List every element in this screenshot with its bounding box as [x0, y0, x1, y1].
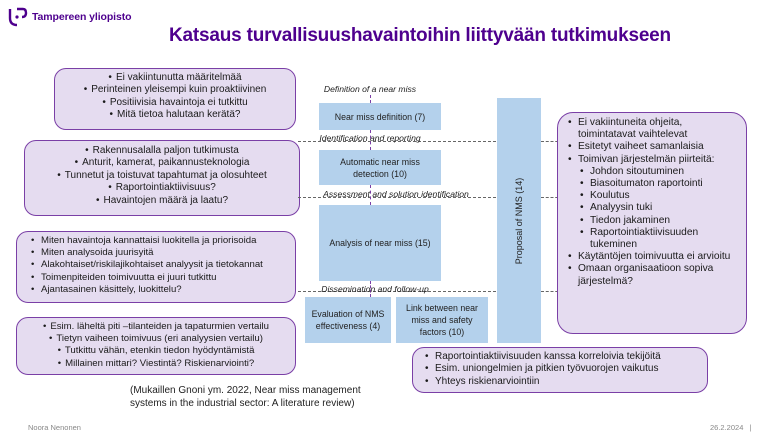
- stage-label-assessment: Assessment and solution identification: [323, 189, 469, 199]
- citation: (Mukaillen Gnoni ym. 2022, Near miss management systems in the industrial sector: A literature review): [130, 385, 361, 409]
- list-item: • Raportointiaktiivisuus?: [31, 182, 293, 194]
- list-item: • Positiivisia havaintoja ei tutkittu: [61, 97, 289, 109]
- logo-text: Tampereen yliopisto: [32, 11, 132, 23]
- list-item: • Esim. uniongelmien ja pitkien työvuorojen vaikutus: [425, 363, 699, 375]
- slide-title: Katsaus turvallisuushavaintoihin liittyvään tutkimukseen: [169, 25, 671, 46]
- near-miss-definition-box: Near miss definition (7): [319, 103, 441, 130]
- list-item: • Esitetyt vaiheet samanlaisia: [568, 141, 740, 153]
- list-item: • Alakohtaiset/riskilajikohtaiset analyysit ja tietokannat: [31, 259, 289, 271]
- list-item: • Mitä tietoa halutaan kerätä?: [61, 109, 289, 121]
- list-item: • Rakennusalalla paljon tutkimusta: [31, 145, 293, 157]
- nms-evaluation-box: Evaluation of NMS effectiveness (4): [305, 297, 391, 343]
- university-logo-icon: [6, 6, 28, 28]
- list-sub-item: • Tiedon jakaminen: [568, 215, 740, 227]
- list-item: • Ei vakiintunutta määritelmää: [61, 72, 289, 84]
- list-sub-item: • Biasoitumaton raportointi: [568, 178, 740, 190]
- stage-label-dissemination: Dissemination and follow-up: [321, 284, 429, 294]
- connector-line: [370, 95, 371, 103]
- footer-date-block: [710, 423, 751, 432]
- list-sub-item: • Johdon sitoutuminen: [568, 166, 740, 178]
- list-item: • Perinteinen yleisempi kuin proaktiivinen: [61, 84, 289, 96]
- list-item: • Havaintojen määrä ja laatu?: [31, 195, 293, 207]
- list-item: • Esim. läheltä piti –tilanteiden ja tapaturmien vertailu: [21, 321, 291, 333]
- automatic-detection-box: Automatic near miss detection (10): [319, 150, 441, 185]
- list-item: • Ei vakiintuneita ohjeita, toimintatavat vaihtelevat: [568, 117, 740, 141]
- list-item: • Tutkittu vähän, etenkin tiedon hyödyntämistä: [21, 345, 291, 357]
- left-box-identification: [24, 140, 300, 216]
- safety-factors-link-box: Link between near miss and safety factors (10): [396, 297, 488, 343]
- list-item: • Raportointiaktiivisuuden kanssa korreloivia tekijöitä: [425, 351, 699, 363]
- footer-author: Noora Nenonen: [28, 423, 81, 432]
- list-sub-item: • Raportointiaktiivisuuden tukeminen: [568, 227, 740, 251]
- left-box-dissemination: [16, 317, 296, 375]
- stage-label-identification: Identification and reporting: [319, 133, 421, 143]
- list-item: • Miten havaintoja kannattaisi luokitella ja priorisoida: [31, 235, 289, 247]
- list-item: • Tunnetut ja toistuvat tapahtumat ja olosuhteet: [31, 170, 293, 182]
- list-item: • Yhteys riskienarviointiin: [425, 376, 699, 388]
- list-item: • Millainen mittari? Viestintä? Riskienarviointi?: [21, 358, 291, 370]
- left-box-assessment: [16, 231, 296, 303]
- bottom-box-dissemination: [412, 347, 708, 393]
- nms-proposal-label: Proposal of NMS (14): [514, 177, 524, 264]
- list-sub-item: • Analyysin tuki: [568, 202, 740, 214]
- list-item: • Toimivan järjestelmän piirteitä:: [568, 154, 740, 166]
- list-item: • Käytäntöjen toimivuutta ei arvioitu: [568, 251, 740, 263]
- footer-date: 26.2.2024: [710, 423, 744, 432]
- right-box-proposal: [557, 112, 747, 334]
- list-item: • Toimenpiteiden toimivuutta ei juuri tutkittu: [31, 272, 289, 284]
- list-item: • Miten analysoida juurisyitä: [31, 247, 289, 259]
- list-item: • Tietyn vaiheen toimivuus (eri analyysien vertailu): [21, 333, 291, 345]
- list-sub-item: • Koulutus: [568, 190, 740, 202]
- list-item: • Omaan organisaatioon sopiva järjestelmä?: [568, 263, 740, 287]
- near-miss-analysis-box: Analysis of near miss (15): [319, 205, 441, 281]
- list-item: • Ajantasainen käsittely, luokittelu?: [31, 284, 289, 296]
- stage-label-definition: Definition of a near miss: [323, 84, 417, 94]
- list-item: • Anturit, kamerat, paikannusteknologia: [31, 157, 293, 169]
- nms-proposal-box: [497, 98, 541, 343]
- footer-separator: |: [749, 423, 752, 432]
- left-box-definition: [54, 68, 296, 130]
